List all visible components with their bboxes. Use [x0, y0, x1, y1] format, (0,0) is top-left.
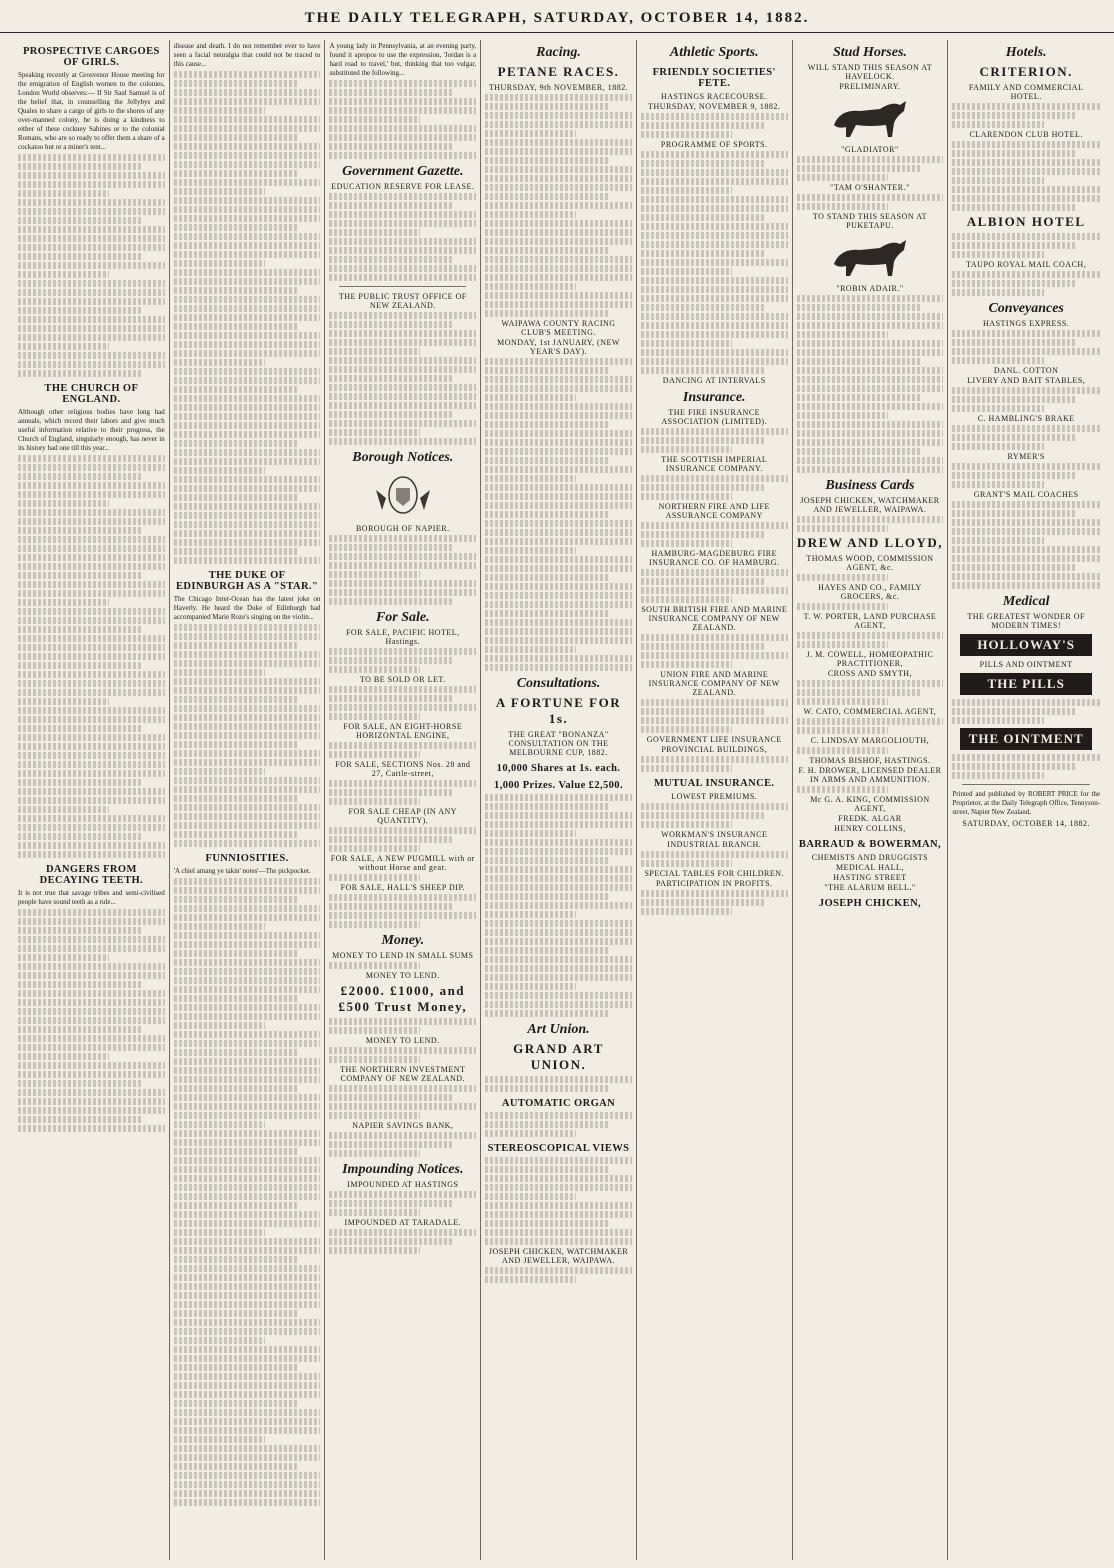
notice-date: THURSDAY, 9th NOVEMBER, 1882.: [488, 83, 629, 92]
notice-heading: GRANT'S MAIL COACHES: [973, 490, 1079, 499]
notice-heading: "GLADIATOR": [841, 145, 899, 154]
column-6: [793, 40, 949, 1560]
section-heading: Borough Notices.: [352, 450, 454, 465]
notice-heading: CRITERION.: [979, 64, 1073, 79]
section-heading: Government Gazette.: [342, 164, 464, 179]
column-3: [325, 40, 481, 1560]
notice-heading: "TAM O'SHANTER.": [830, 183, 910, 192]
section-heading: Hotels.: [1005, 45, 1047, 60]
notice-heading: IMPOUNDED AT TARADALE.: [344, 1218, 462, 1227]
horse-icon: [820, 95, 920, 141]
notice-heading: PILLS AND OINTMENT: [979, 660, 1073, 669]
article-text: 'A chiel amang ye takin' notes'—The pickpocket.: [173, 867, 311, 875]
notice-heading: THE PUBLIC TRUST OFFICE OF NEW ZEALAND.: [338, 292, 467, 310]
article-heading: FUNNIOSITIES.: [205, 853, 289, 864]
article-text: The Chicago Inter-Ocean has the latest joke on Haverly. He heard the Duke of Edinburgh had accompanied Marie Roze's singing on the violin...: [173, 595, 321, 621]
notice-heading: SPECIAL TABLES FOR CHILDREN.: [644, 869, 785, 878]
notice-heading: DANL. COTTON: [993, 366, 1059, 375]
section-heading: For Sale.: [375, 610, 430, 625]
article-text: disease and death. I do not remember ever to have seen a facial neuralgia that could not be traced to this cause...: [173, 42, 321, 68]
notice-heading: BOROUGH OF NAPIER.: [355, 524, 450, 533]
business-card: DREW AND LLOYD,: [796, 535, 944, 550]
business-card: W. CATO, COMMERCIAL AGENT,: [803, 707, 937, 716]
column-4: [481, 40, 637, 1560]
column-2: [170, 40, 326, 1560]
business-card: FREDK. ALGAR: [838, 814, 902, 823]
notice-heading: THE FIRE INSURANCE ASSOCIATION (LIMITED).: [661, 408, 768, 426]
notice-heading: JOSEPH CHICKEN, WATCHMAKER AND JEWELLER, WAIPAWA.: [488, 1247, 629, 1265]
column-5: [637, 40, 793, 1560]
notice-heading: TAUPO ROYAL MAIL COACH,: [966, 260, 1087, 269]
business-card: CROSS AND SMYTH,: [827, 669, 913, 678]
notice-heading: TO STAND THIS SEASON AT PUKETAPU.: [812, 212, 928, 230]
notice-heading: A FORTUNE FOR 1s.: [495, 695, 622, 726]
notice-heading: WORKMAN'S INSURANCE: [661, 830, 768, 839]
notice-heading: MONEY TO LEND IN SMALL SUMS: [332, 951, 474, 960]
notice-heading: GOVERNMENT LIFE INSURANCE: [646, 735, 782, 744]
business-card: Mc G. A. KING, COMMISSION AGENT,: [810, 795, 930, 813]
ointment-banner: THE OINTMENT: [960, 728, 1092, 750]
notice-heading: NAPIER SAVINGS BANK,: [352, 1121, 454, 1130]
business-card: BARRAUD & BOWERMAN,: [798, 839, 941, 850]
notice-heading: 1,000 Prizes. Value £2,500.: [494, 780, 623, 791]
business-card: C. LINDSAY MARGOLIOUTH,: [810, 736, 930, 745]
notice-heading: HAMBURG-MAGDEBURG FIRE INSURANCE CO. OF HAMBURG.: [648, 549, 780, 567]
notice-heading: PARTICIPATION IN PROFITS.: [655, 879, 773, 888]
article-heading: PROSPECTIVE CARGOES OF GIRLS.: [22, 46, 160, 68]
business-card: THOMAS BISHOF, HASTINGS.: [809, 756, 931, 765]
notice-heading: C. HAMBLING'S BRAKE: [977, 414, 1075, 423]
section-heading: Stud Horses.: [832, 45, 907, 60]
business-card: JOSEPH CHICKEN,: [818, 898, 922, 909]
business-card: F. H. DROWER, LICENSED DEALER IN ARMS AND AMMUNITION.: [798, 766, 942, 784]
business-card: "THE ALARUM BELL.": [824, 883, 916, 892]
business-card: MEDICAL HALL,: [835, 863, 904, 872]
business-card: HAYES AND CO., FAMILY GROCERS, &c.: [818, 583, 922, 601]
imprint-date: SATURDAY, OCTOBER 14, 1882.: [962, 819, 1090, 828]
notice-heading: MUTUAL INSURANCE.: [653, 778, 775, 789]
notice-heading: SOUTH BRITISH FIRE AND MARINE INSURANCE COMPANY OF NEW ZEALAND.: [641, 605, 788, 632]
column-grid: [14, 40, 1104, 1560]
section-heading: Money.: [381, 933, 425, 948]
notice-heading: LOWEST PREMIUMS.: [671, 792, 758, 801]
notice-date: MONDAY, 1st JANUARY, (NEW YEAR'S DAY).: [497, 338, 620, 356]
notice-heading: FOR SALE, A NEW PUGMILL with or without Horse and gear.: [330, 854, 475, 872]
pills-banner: THE PILLS: [960, 673, 1092, 695]
section-heading: Art Union.: [527, 1022, 590, 1037]
section-heading: Impounding Notices.: [342, 1162, 464, 1177]
notice-heading: DANCING AT INTERVALS: [662, 376, 766, 385]
business-card: J. M. COWELL, HOMŒOPATHIC PRACTITIONER,: [806, 650, 934, 668]
notice-heading: INDUSTRIAL BRANCH.: [667, 840, 762, 849]
notice-heading: TO BE SOLD OR LET.: [359, 675, 446, 684]
column-1: [14, 40, 170, 1560]
notice-heading: STEREOSCOPICAL VIEWS: [487, 1143, 630, 1154]
masthead-title: THE DAILY TELEGRAPH, SATURDAY, OCTOBER 14, 1882.: [304, 10, 810, 26]
column-7: [948, 40, 1104, 1560]
notice-heading: PROVINCIAL BUILDINGS,: [661, 745, 768, 754]
article-text: Although other religious bodies have long had annuals, which record their labors and give much useful information relative to their progress, the Church of England, singularly enough, has never in its history had one till this year...: [18, 408, 165, 452]
article-text: Speaking recently at Grosvenor House meeting for the emigration of English women to the colonies, London World observes:— If Sir Saul Samuel is of the belief that, in counselling the Jellybys and Quales to share a cargo of girls to the shores of any over-manned colony, he is doing a kindness to either of these cockney Sabines or to the colonial Romans, who are so ready to offer them a share of a cockatoo hut or a miner's tent...: [18, 71, 165, 151]
article-text: A young lady in Pennsylvania, at an evening party, found it apropos to use the expression, 'Jordan is a hard road to travel,' but, thinking that too vulgar, substituted the following...: [329, 42, 477, 77]
notice-heading: FOR SALE, HALL'S SHEEP DIP.: [340, 883, 466, 892]
notice-heading: THE NORTHERN INVESTMENT COMPANY OF NEW ZEALAND.: [340, 1065, 466, 1083]
notice-heading: FOR SALE, PACIFIC HOTEL, Hastings.: [345, 628, 460, 646]
notice-heading: THE SCOTTISH IMPERIAL INSURANCE COMPANY.: [661, 455, 768, 473]
business-card: HASTING STREET: [833, 873, 907, 882]
notice-heading: EDUCATION RESERVE FOR LEASE.: [331, 182, 475, 191]
article-text: It is not true that savage tribes and semi-civilised people have sound teeth as a rule...: [18, 889, 165, 906]
notice-heading: HASTINGS RACECOURSE.: [661, 92, 768, 101]
article-heading: THE CHURCH OF ENGLAND.: [44, 383, 139, 405]
imprint-text: Printed and published by ROBERT PRICE for the Proprietor, at the Daily Telegraph Office, Tennyson-street, Napier New Zealand,: [952, 790, 1101, 816]
section-heading: Conveyances: [988, 301, 1064, 316]
coat-of-arms-icon: [368, 470, 438, 520]
notice-heading: PRELIMINARY.: [839, 82, 901, 91]
notice-heading: GRAND ART UNION.: [513, 1041, 604, 1072]
section-heading: Consultations.: [516, 676, 601, 691]
notice-heading: 10,000 Shares at 1s. each.: [496, 763, 621, 774]
notice-heading: FOR SALE CHEAP (IN ANY QUANTITY).: [348, 807, 458, 825]
notice-heading: NORTHERN FIRE AND LIFE ASSURANCE COMPANY: [658, 502, 770, 520]
notice-heading: "ROBIN ADAIR.": [836, 284, 904, 293]
notice-heading: WAIPAWA COUNTY RACING CLUB'S MEETING.: [501, 319, 616, 337]
business-card: CHEMISTS AND DRUGGISTS: [811, 853, 929, 862]
notice-heading: THE GREATEST WONDER OF MODERN TIMES!: [967, 612, 1085, 630]
notice-heading: ALBION HOTEL: [966, 214, 1086, 229]
business-card: JOSEPH CHICKEN, WATCHMAKER AND JEWELLER, WAIPAWA.: [800, 496, 940, 514]
notice-heading: THE GREAT "BONANZA" CONSULTATION ON THE MELBOURNE CUP, 1882.: [508, 730, 609, 757]
business-card: T. W. PORTER, LAND PURCHASE AGENT,: [803, 612, 937, 630]
notice-heading: FRIENDLY SOCIETIES' FETE.: [652, 67, 776, 89]
notice-heading: MONEY TO LEND.: [365, 1036, 440, 1045]
notice-heading: HASTINGS EXPRESS.: [983, 319, 1070, 328]
notice-heading: PETANE RACES.: [497, 64, 620, 79]
section-heading: Medical: [1002, 594, 1050, 609]
notice-heading: MONEY TO LEND.: [365, 971, 440, 980]
holloways-banner: HOLLOWAY'S: [960, 634, 1092, 656]
notice-heading: WILL STAND THIS SEASON AT HAVELOCK.: [807, 63, 933, 81]
notice-heading: AUTOMATIC ORGAN: [501, 1098, 616, 1109]
business-card: THOMAS WOOD, COMMISSION AGENT, &c.: [806, 554, 934, 572]
notice-heading: PROGRAMME OF SPORTS.: [660, 140, 768, 149]
business-card: HENRY COLLINS,: [834, 824, 906, 833]
notice-heading: FOR SALE, SECTIONS Nos. 28 and 27, Cattle-street,: [335, 760, 471, 778]
notice-heading: LIVERY AND BAIT STABLES,: [967, 376, 1086, 385]
article-heading: THE DUKE OF EDINBURGH AS A "STAR.": [175, 570, 319, 592]
section-heading: Racing.: [536, 45, 581, 60]
notice-heading: RYMER'S: [1007, 452, 1045, 461]
notice-heading: UNION FIRE AND MARINE INSURANCE COMPANY OF NEW ZEALAND.: [648, 670, 780, 697]
notice-date: THURSDAY, NOVEMBER 9, 1882.: [648, 102, 781, 111]
article-heading: DANGERS FROM DECAYING TEETH.: [39, 864, 144, 886]
notice-heading: IMPOUNDED AT HASTINGS: [347, 1180, 459, 1189]
notice-heading: FAMILY AND COMMERCIAL HOTEL.: [968, 83, 1084, 101]
section-heading: Business Cards: [825, 478, 915, 493]
section-heading: Insurance.: [682, 390, 746, 405]
notice-heading: FOR SALE, AN EIGHT-HORSE HORIZONTAL ENGINE,: [343, 722, 463, 740]
masthead: [0, 0, 1114, 33]
notice-heading: £2000. £1000, and £500 Trust Money,: [338, 983, 468, 1014]
horse-icon: [820, 234, 920, 280]
notice-heading: CLARENDON CLUB HOTEL.: [969, 130, 1083, 139]
section-heading: Athletic Sports.: [669, 45, 759, 60]
